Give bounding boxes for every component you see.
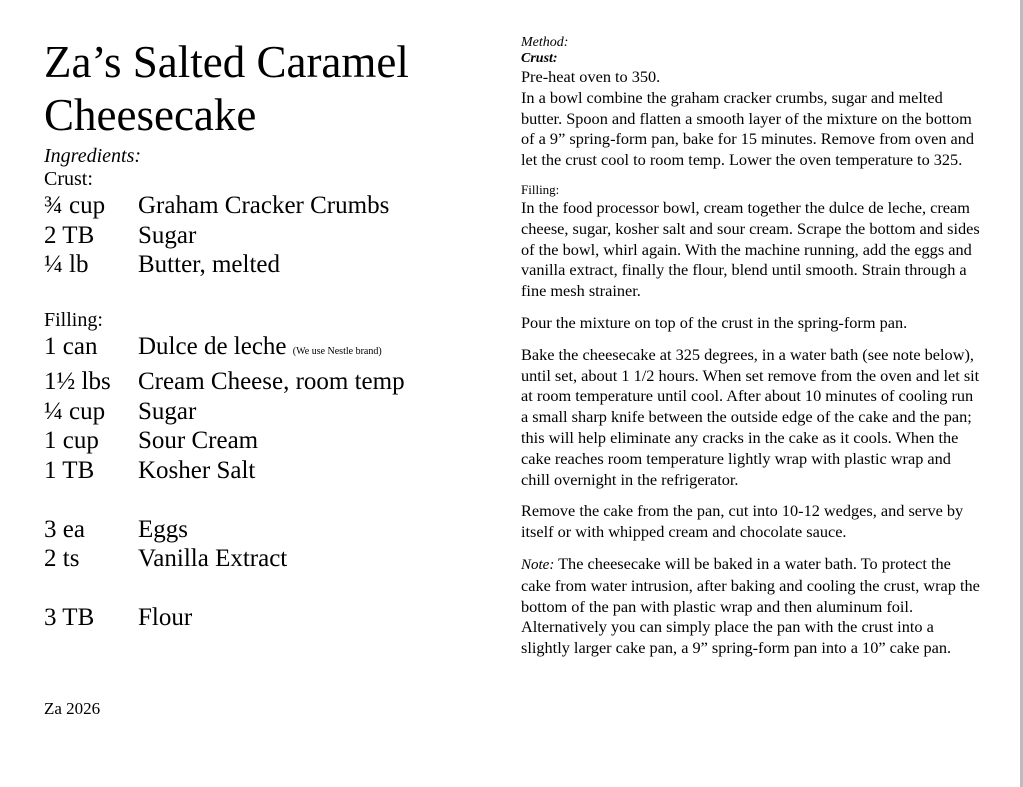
ingredient-row (44, 426, 494, 456)
method-filling-heading: Filling: (521, 181, 560, 197)
ingredient-name: Graham Cracker Crumbs (138, 192, 390, 219)
ingredients-column (44, 36, 494, 633)
brand-note: (We use Nestle brand) (292, 346, 382, 358)
footer-credit: Za 2026 (44, 699, 101, 718)
ingredient-name: Vanilla Extract (138, 545, 288, 573)
ingredient-name: Sugar (138, 221, 197, 249)
filling-ingredient-list (44, 332, 494, 486)
crust-preheat-text: Pre-heat oven to 350. (521, 67, 661, 86)
ingredient-name: Sugar (138, 397, 197, 425)
ingredient-qty: ¾ cup (44, 192, 106, 219)
ingredient-row (44, 221, 494, 251)
ingredient-name: Eggs (138, 515, 188, 543)
crust-ingredient-list (44, 191, 494, 280)
ingredient-qty: 1 cup (44, 427, 99, 455)
title-line-1: Za’s Salted Caramel (44, 37, 409, 87)
ingredients-heading: Ingredients: (44, 145, 142, 167)
ingredient-name: Cream Cheese, room temp (138, 367, 405, 395)
ingredient-row (44, 191, 494, 221)
bake-instructions: Bake the cheesecake at 325 degrees, in a water bath (see note below), until set, about 1 1/2 hours. When set remove from the oven and let sit at room temperature until cool. After about 10 minutes of cooling run a small sharp knife between the outside edge of the cake and the pan; this will help eliminate any cracks in the cake as it cools. When the cake reaches room temperature lightly wrap with plastic wrap and chill overnight in the refrigerator. (521, 344, 980, 489)
crust-instructions: In a bowl combine the graham cracker crumbs, sugar and melted butter. Spoon and flatten a smooth layer of the mixture on the bottom of a 9” spring-form pan, bake for 15 minutes. Remove from oven and let the crust cool to room temp. Lower the oven temperature to 325. (521, 87, 975, 170)
ingredient-qty: 2 TB (44, 221, 95, 249)
ingredient-row (44, 544, 494, 574)
recipe-title (44, 36, 494, 142)
ingredient-name-text: Dulce de leche (138, 333, 287, 361)
ingredient-row (44, 515, 494, 545)
ingredient-row (44, 367, 494, 397)
method-heading: Method: (521, 35, 569, 50)
filling-label: Filling: (44, 309, 103, 332)
ingredient-row (44, 603, 494, 633)
water-bath-note (521, 554, 981, 659)
ingredient-qty: 3 ea (44, 515, 85, 543)
ingredient-qty: ¼ lb (44, 251, 89, 279)
ingredient-qty: 1½ lbs (44, 367, 111, 395)
ingredient-qty: 1 can (44, 333, 98, 361)
ingredient-row (44, 250, 494, 280)
egg-ingredient-list (44, 515, 494, 574)
ingredient-name: Kosher Salt (138, 456, 256, 484)
pour-instructions: Pour the mixture on top of the crust in the spring-form pan. (521, 312, 908, 332)
note-text: The cheesecake will be baked in a water bath. To protect the cake from water intrusion, after baking and cooling the crust, wrap the bottom of the pan with plastic wrap and then aluminum foil. Alternatively you can simply place the pan with the crust into a slightly larger cake pan, a 9” spring-form pan into a 10” cake pan. (521, 553, 980, 658)
ingredient-qty: 1 TB (44, 456, 95, 484)
title-line-2: Cheesecake (44, 90, 257, 140)
flour-ingredient-list (44, 603, 494, 633)
ingredient-name: Butter, melted (138, 251, 281, 279)
ingredient-qty: 2 ts (44, 545, 80, 573)
ingredient-qty: 3 TB (44, 604, 95, 632)
method-column (521, 35, 981, 659)
serve-instructions: Remove the cake from the pan, cut into 10-12 wedges, and serve by itself or with whipped cream and chocolate sauce. (521, 501, 964, 542)
ingredient-name: Flour (138, 604, 193, 632)
ingredient-name: Sour Cream (138, 427, 259, 455)
filling-instructions: In the food processor bowl, cream together the dulce de leche, cream cheese, sugar, kosher salt and sour cream. Scrape the bottom and sides of the bowl, whirl again. With the machine running, add the eggs and vanilla extract, finally the flour, blend until smooth. Strain through a fine mesh strainer. (521, 197, 980, 301)
ingredient-name (138, 332, 382, 367)
ingredient-row (44, 456, 494, 486)
ingredient-row (44, 332, 494, 367)
ingredient-row (44, 397, 494, 427)
note-label: Note: (521, 556, 555, 573)
crust-label: Crust: (44, 168, 93, 190)
ingredient-qty: ¼ cup (44, 397, 106, 425)
method-crust-heading: Crust: (521, 51, 558, 66)
